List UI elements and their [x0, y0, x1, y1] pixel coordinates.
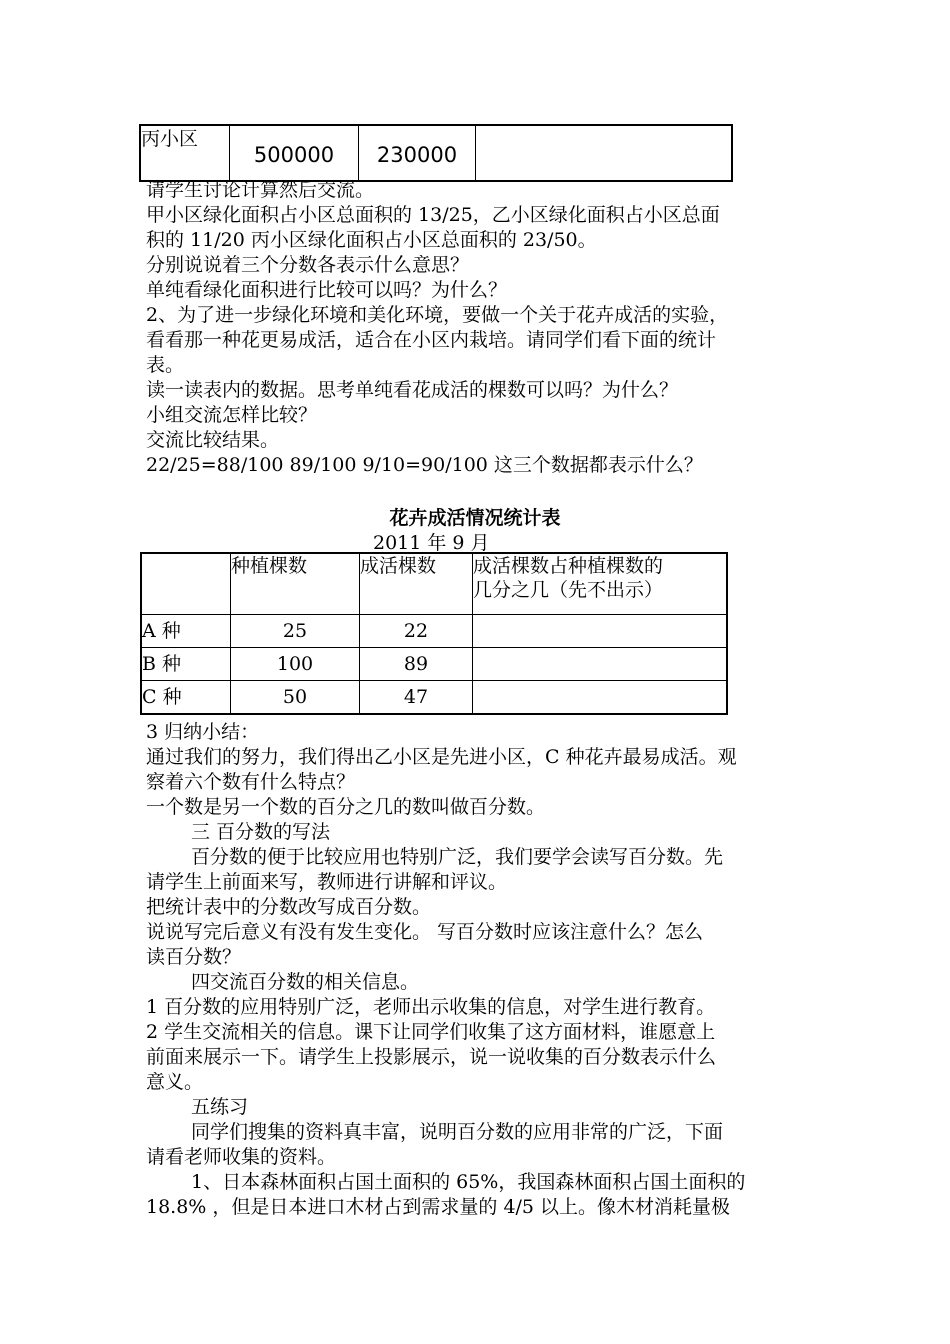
text-line: 积的 11/20 丙小区绿化面积占小区总面积的 23/50。 — [146, 229, 597, 251]
table-cell: 47 — [360, 681, 473, 715]
text-line: 同学们搜集的资料真丰富，说明百分数的应用非常的广泛，下面 — [191, 1121, 724, 1143]
text-line: 说说写完后意义有没有发生变化。 写百分数时应该注意什么？怎么 — [146, 921, 704, 943]
text-line: 表。 — [146, 354, 185, 376]
table-cell: 25 — [231, 615, 360, 648]
table-cell: 50 — [231, 681, 360, 715]
table-cell — [473, 615, 728, 648]
table-cell: 100 — [231, 648, 360, 681]
text-line: 1、日本森林面积占国土面积的 65%，我国森林面积占国土面积的 — [191, 1171, 746, 1193]
header-cell-line: 几分之几（先不出示） — [473, 579, 664, 601]
table-cell: 89 — [360, 648, 473, 681]
section-heading: 三 百分数的写法 — [191, 821, 331, 843]
text-line: 单纯看绿化面积进行比较可以吗？为什么？ — [146, 279, 508, 301]
text-line: 意义。 — [146, 1071, 204, 1093]
header-cell — [141, 553, 231, 615]
section-heading: 五练习 — [191, 1096, 249, 1118]
table-title: 花卉成活情况统计表 — [389, 507, 561, 529]
text-line: 一个数是另一个数的百分之几的数叫做百分数。 — [146, 796, 546, 818]
text-line: 请学生上前面来写，教师进行讲解和评议。 — [146, 871, 508, 893]
text-line: 察着六个数有什么特点？ — [146, 771, 356, 793]
text-line: 百分数的便于比较应用也特别广泛，我们要学会读写百分数。先 — [191, 846, 724, 868]
table-row — [140, 125, 732, 181]
text-line: 请看老师收集的资料。 — [146, 1146, 337, 1168]
table-row — [141, 615, 727, 648]
table-cell — [473, 681, 728, 715]
text-line: 分别说说着三个分数各表示什么意思？ — [146, 254, 470, 276]
table-row — [141, 648, 727, 681]
table-cell: A 种 — [141, 615, 231, 648]
text-line: 前面来展示一下。请学生上投影展示，说一说收集的百分数表示什么 — [146, 1046, 717, 1068]
table-row — [141, 681, 727, 715]
header-cell: 种植棵数 — [231, 553, 360, 615]
text-line: 读一读表内的数据。思考单纯看花成活的棵数可以吗？为什么？ — [146, 379, 679, 401]
header-cell-line: 成活棵数占种植棵数的 — [473, 555, 664, 577]
section-heading: 四交流百分数的相关信息。 — [191, 971, 420, 993]
table-header-row — [141, 553, 727, 615]
table-cell: 22 — [360, 615, 473, 648]
header-cell: 成活棵数 — [360, 553, 473, 615]
text-line: 小组交流怎样比较？ — [146, 404, 318, 426]
text-line: 3 归纳小结： — [146, 721, 260, 743]
text-line: 看看那一种花更易成活，适合在小区内栽培。请同学们看下面的统计 — [146, 329, 717, 351]
table-cell: B 种 — [141, 648, 231, 681]
text-line: 通过我们的努力，我们得出乙小区是先进小区，C 种花卉最易成活。观 — [146, 746, 737, 768]
table-date: 2011 年 9 月 — [373, 532, 490, 554]
text-line: 甲小区绿化面积占小区总面积的 13/25，乙小区绿化面积占小区总面 — [146, 204, 720, 226]
table-cell: 丙小区 — [140, 125, 230, 181]
table-cell: C 种 — [141, 681, 231, 715]
text-line: 请学生讨论计算然后交流。 — [146, 179, 375, 201]
text-line: 1 百分数的应用特别广泛，老师出示收集的信息，对学生进行教育。 — [146, 996, 716, 1018]
flower-stat-table — [140, 552, 728, 715]
text-line: 2、为了进一步绿化环境和美化环境，要做一个关于花卉成活的实验， — [146, 304, 729, 326]
text-line: 22/25=88/100 89/100 9/10=90/100 这三个数据都表示什么？ — [146, 454, 703, 476]
table-cell — [476, 125, 733, 181]
text-line: 读百分数？ — [146, 946, 242, 968]
text-line: 把统计表中的分数改写成百分数。 — [146, 896, 432, 918]
district-table — [139, 124, 733, 182]
text-line: 2 学生交流相关的信息。课下让同学们收集了这方面材料，谁愿意上 — [146, 1021, 716, 1043]
text-line: 18.8% ，但是日本进口木材占到需求量的 4/5 以上。像木材消耗量极 — [146, 1196, 731, 1218]
table-cell: 500000 — [230, 125, 359, 181]
header-cell — [473, 553, 728, 615]
text-line: 交流比较结果。 — [146, 429, 280, 451]
table-cell — [473, 648, 728, 681]
table-cell: 230000 — [359, 125, 476, 181]
